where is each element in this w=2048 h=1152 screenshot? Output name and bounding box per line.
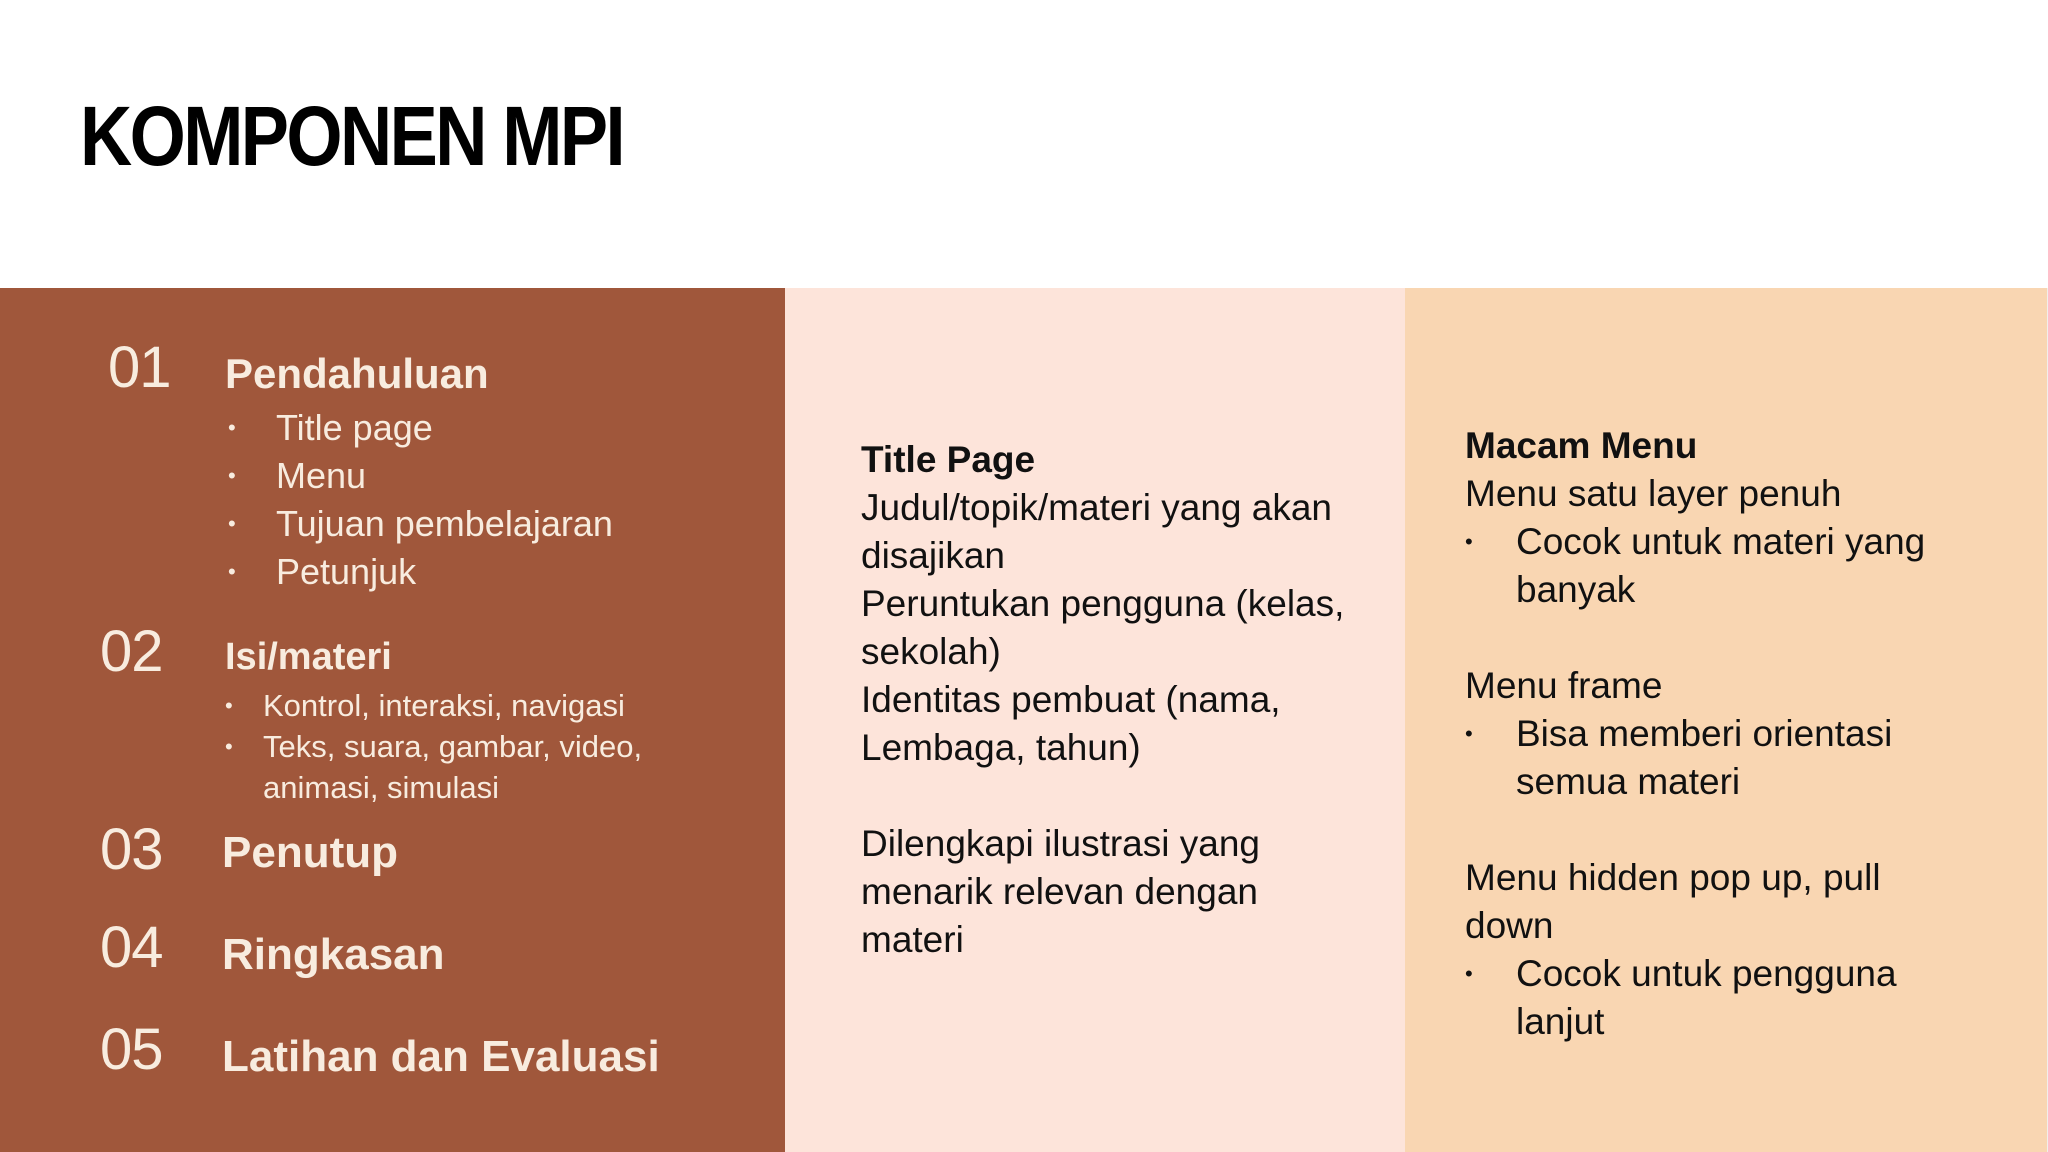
list-item: • Tujuan pembelajaran bbox=[276, 500, 613, 548]
bullet-icon: • bbox=[225, 693, 233, 718]
text-line: disajikan bbox=[861, 535, 1005, 576]
section-heading-ringkasan: Ringkasan bbox=[222, 930, 445, 979]
text-line: sekolah) bbox=[861, 631, 1001, 672]
list-item: • Cocok untuk materi yang banyak bbox=[1465, 518, 1925, 614]
section-number-01: 01 bbox=[108, 335, 171, 400]
bullet-icon: • bbox=[228, 511, 236, 536]
bullet-icon: • bbox=[1465, 721, 1473, 746]
list-item: • Kontrol, interaksi, navigasi bbox=[263, 685, 642, 726]
text-line: Peruntukan pengguna (kelas, bbox=[861, 583, 1345, 624]
pendahuluan-list bbox=[228, 404, 613, 596]
menu-type-bullets bbox=[1465, 710, 1925, 806]
left-panel bbox=[0, 288, 785, 1152]
isi-materi-list bbox=[225, 685, 643, 808]
menu-type-title: down bbox=[1465, 905, 1554, 946]
list-item: • Cocok untuk pengguna lanjut bbox=[1465, 950, 1925, 1046]
menu-type-title: Menu frame bbox=[1465, 665, 1663, 706]
list-item: • Bisa memberi orientasi semua materi bbox=[1465, 710, 1925, 806]
list-item: animasi, simulasi bbox=[263, 770, 500, 805]
slide-title: KOMPONEN MPI bbox=[80, 89, 623, 183]
text-line: menarik relevan dengan bbox=[861, 871, 1258, 912]
menu-type-bullets bbox=[1465, 518, 1925, 614]
section-heading-latihan-evaluasi: Latihan dan Evaluasi bbox=[222, 1032, 660, 1081]
menu-type-title: Menu hidden pop up, pull bbox=[1465, 857, 1881, 898]
title-page-heading: Title Page bbox=[861, 439, 1036, 480]
list-item: • Petunjuk bbox=[276, 548, 613, 596]
menu-type-bullets bbox=[1465, 950, 1925, 1046]
menu-type-title: Menu satu layer penuh bbox=[1465, 473, 1842, 514]
section-heading-isi-materi: Isi/materi bbox=[225, 636, 392, 678]
section-number-05: 05 bbox=[100, 1017, 163, 1082]
text-line: Judul/topik/materi yang akan bbox=[861, 487, 1332, 528]
list-item: • Title page bbox=[276, 404, 613, 452]
macam-menu-heading: Macam Menu bbox=[1465, 425, 1698, 466]
bullet-icon: • bbox=[228, 463, 236, 488]
section-number-03: 03 bbox=[100, 817, 163, 882]
section-number-02: 02 bbox=[100, 619, 163, 684]
menu-types-description bbox=[1465, 422, 1925, 1046]
bullet-icon: • bbox=[228, 559, 236, 584]
list-item: • Menu bbox=[276, 452, 613, 500]
section-heading-pendahuluan: Pendahuluan bbox=[225, 350, 489, 397]
bullet-icon: • bbox=[225, 734, 233, 759]
bullet-icon: • bbox=[1465, 961, 1473, 986]
text-line: Identitas pembuat (nama, bbox=[861, 679, 1281, 720]
right-panel bbox=[1405, 288, 2048, 1152]
text-line: Dilengkapi ilustrasi yang bbox=[861, 823, 1260, 864]
text-line: Lembaga, tahun) bbox=[861, 727, 1141, 768]
bullet-icon: • bbox=[228, 415, 236, 440]
bullet-icon: • bbox=[1465, 529, 1473, 554]
list-item: • Teks, suara, gambar, video, bbox=[263, 726, 642, 767]
section-heading-penutup: Penutup bbox=[222, 828, 398, 877]
title-page-description bbox=[861, 436, 1344, 964]
middle-panel bbox=[785, 288, 1405, 1152]
text-line: materi bbox=[861, 919, 964, 960]
section-number-04: 04 bbox=[100, 915, 163, 980]
